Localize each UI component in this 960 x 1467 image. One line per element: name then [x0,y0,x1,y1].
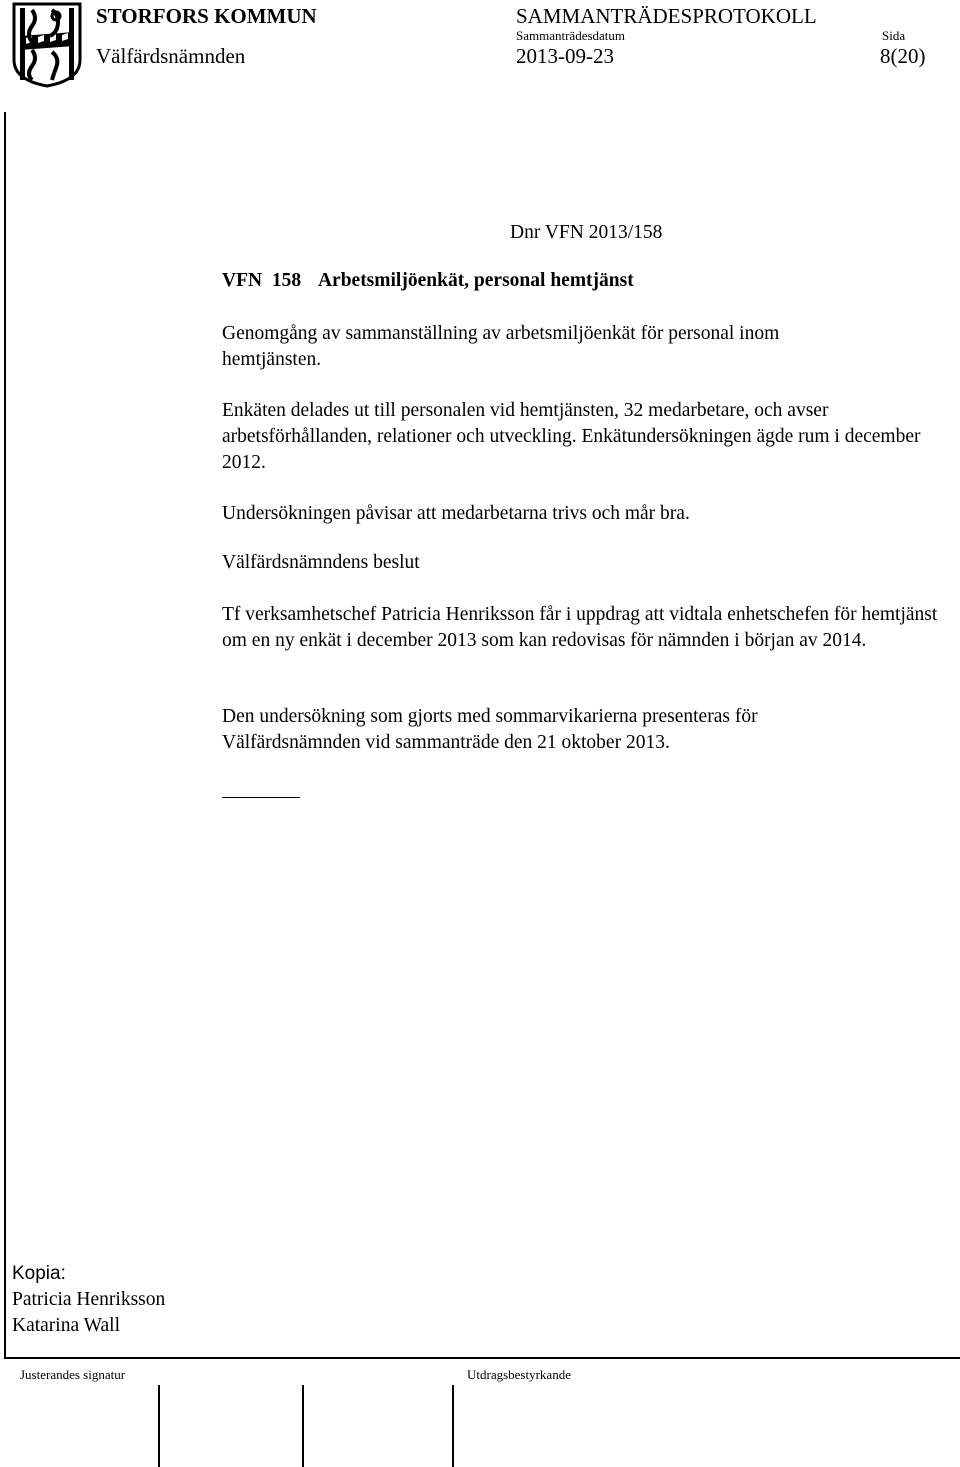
end-of-item-rule [222,797,300,798]
committee-name: Välfärdsnämnden [96,44,246,68]
item-title: Arbetsmiljöenkät, personal hemtjänst [317,270,634,291]
signature-box-divider [158,1385,160,1467]
municipality-coat-of-arms-logo [12,2,82,88]
copy-recipient: Patricia Henriksson [12,1289,166,1310]
item-number: VFN 158 [222,270,302,291]
document-type: SAMMANTRÄDESPROTOKOLL [516,4,817,28]
footer-rule [4,1357,960,1359]
signature-label: Justerandes signatur [20,1367,126,1382]
signature-box-divider [302,1385,304,1467]
copy-recipient: Katarina Wall [12,1315,120,1336]
decision-paragraph-2: Den undersökning som gjorts med sommarvikarierna presenteras för Välfärdsnämnden vid sammanträde den 21 oktober 2013. [222,706,758,753]
case-reference-number: Dnr VFN 2013/158 [510,222,663,243]
signature-box-divider [452,1385,454,1467]
certification-label: Utdragsbestyrkande [467,1367,571,1382]
page-label: Sida [882,28,906,43]
decision-heading: Välfärdsnämndens beslut [222,552,420,573]
left-margin-line [4,112,6,1357]
item-paragraph-3: Undersökningen påvisar att medarbetarna trivs och mår bra. [222,503,690,524]
decision-paragraph-1: Tf verksamhetschef Patricia Henriksson får i uppdrag att vidtala enhetschefen för hemtjänst om en ny enkät i december 2013 som kan redovisas för nämnden i början av 2014. [222,604,938,651]
item-paragraph-1: Genomgång av sammanställning av arbetsmiljöenkät för personal inom hemtjänsten. [222,323,780,370]
organization-name: STORFORS KOMMUN [96,4,317,28]
meeting-date-label: Sammanträdesdatum [516,28,626,43]
page-number: 8(20) [880,44,926,68]
meeting-date: 2013-09-23 [516,44,614,68]
copy-label: Kopia: [12,1263,66,1284]
agenda-item-heading [222,270,634,292]
item-paragraph-2: Enkäten delades ut till personalen vid hemtjänsten, 32 medarbetare, och avser arbetsförhållanden, relationer och utveckling. Enkätundersökningen ägde rum i december 2012. [222,400,921,473]
